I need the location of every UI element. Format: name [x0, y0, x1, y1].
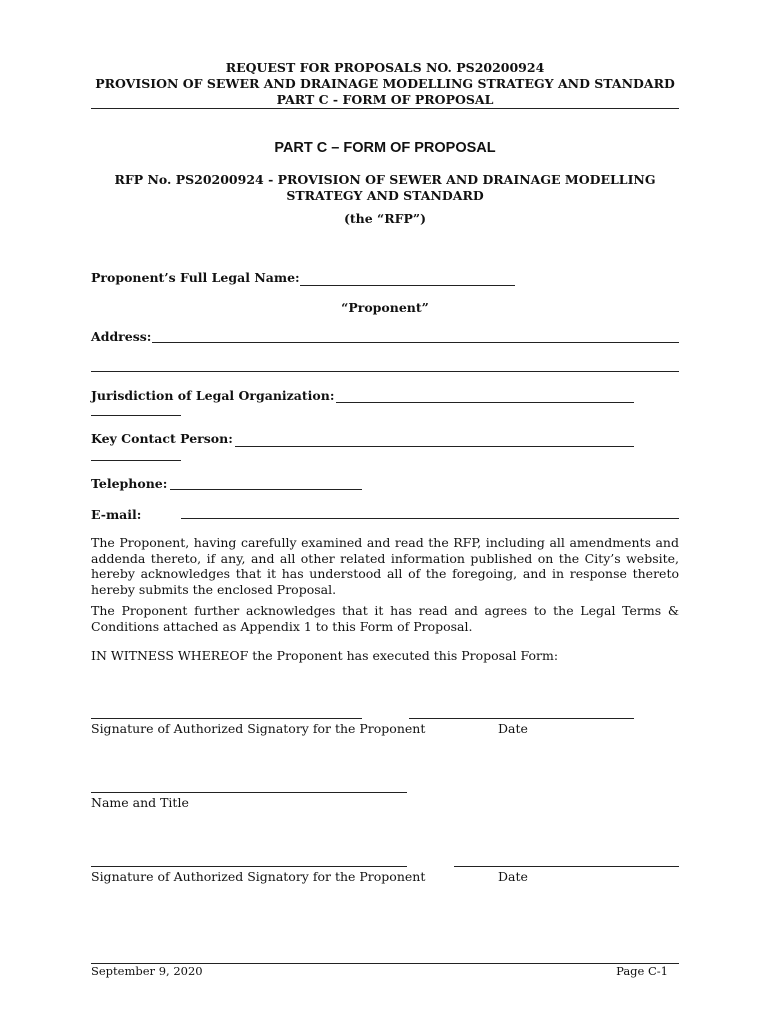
name-title-label: Name and Title: [91, 795, 189, 810]
rfp-short-name: (the “RFP”): [343, 211, 427, 226]
jurisdiction-field[interactable]: [336, 402, 634, 403]
address-label: Address:: [91, 329, 152, 344]
header-project-title: PROVISION OF SEWER AND DRAINAGE MODELLING STRATEGY AND STANDARD: [95, 76, 675, 91]
acknowledgement-paragraph: The Proponent, having carefully examined and read the RFP, including all amendments and addenda thereto, if any, and all other related information published on the City’s website, hereby acknowledges that it has understood all of the foregoing, and in response thereto hereby submits the enclosed Proposal.: [91, 535, 679, 597]
date-label-1: Date: [498, 721, 528, 736]
jurisdiction-label: Jurisdiction of Legal Organization:: [91, 388, 335, 403]
date-line-2[interactable]: [454, 866, 679, 867]
email-label: E-mail:: [91, 507, 142, 522]
header-rfp-number: REQUEST FOR PROPOSALS NO. PS20200924: [225, 60, 545, 75]
proponent-caption: “Proponent”: [341, 300, 429, 315]
footer-date: September 9, 2020: [91, 964, 203, 978]
header-part: PART C - FORM OF PROPOSAL: [276, 92, 494, 107]
witness-paragraph: IN WITNESS WHEREOF the Proponent has executed this Proposal Form:: [91, 648, 559, 663]
footer-page-number: Page C-1: [616, 964, 668, 978]
signature-label-1: Signature of Authorized Signatory for the Proponent: [91, 721, 426, 736]
signature-line-1[interactable]: [91, 718, 362, 719]
date-label-2: Date: [498, 869, 528, 884]
legal-name-label: Proponent’s Full Legal Name:: [91, 270, 300, 285]
contact-field[interactable]: [235, 446, 634, 447]
signature-line-2[interactable]: [91, 866, 407, 867]
contact-label: Key Contact Person:: [91, 431, 233, 446]
legal-terms-paragraph: The Proponent further acknowledges that it has read and agrees to the Legal Terms & Conditions attached as Appendix 1 to this Form of Proposal.: [91, 603, 679, 634]
legal-name-field[interactable]: [300, 285, 515, 286]
signature-label-2: Signature of Authorized Signatory for the Proponent: [91, 869, 426, 884]
email-field[interactable]: [181, 518, 679, 519]
telephone-field[interactable]: [170, 489, 362, 490]
name-title-line[interactable]: [91, 792, 407, 793]
rfp-title-line2: STRATEGY AND STANDARD: [286, 188, 484, 203]
rfp-title-line1: RFP No. PS20200924 - PROVISION OF SEWER AND DRAINAGE MODELLING: [114, 172, 656, 187]
header-rule: [91, 108, 679, 109]
page-title: PART C – FORM OF PROPOSAL: [274, 140, 496, 156]
date-line-1[interactable]: [409, 718, 634, 719]
address-field-line2[interactable]: [91, 371, 679, 372]
address-field-line1[interactable]: [152, 342, 679, 343]
telephone-label: Telephone:: [91, 476, 168, 491]
jurisdiction-field-continuation[interactable]: [91, 415, 181, 416]
contact-field-continuation[interactable]: [91, 460, 181, 461]
